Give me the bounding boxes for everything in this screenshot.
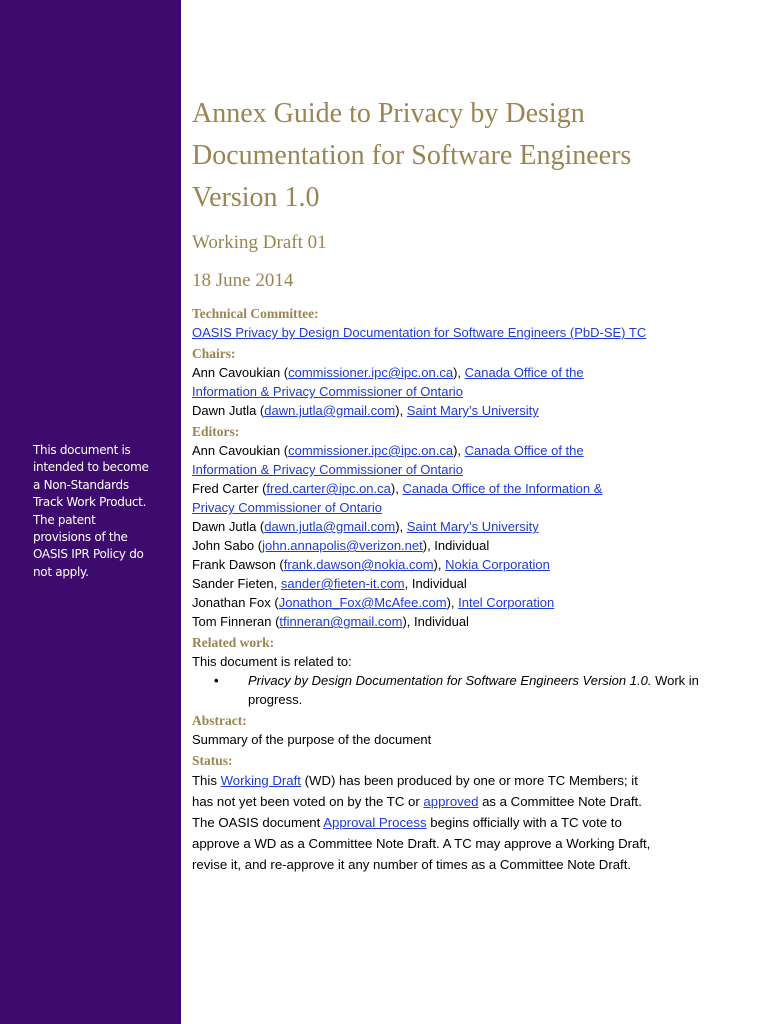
document-title: Annex Guide to Privacy by Design Documentation for Software Engineers Version 1.0 bbox=[192, 98, 632, 213]
editors-heading: Editors: bbox=[192, 424, 240, 439]
editor-row bbox=[192, 593, 752, 612]
related-work-intro: This document is related to: bbox=[192, 654, 352, 669]
technical-committee-heading: Technical Committee: bbox=[192, 306, 319, 321]
sidebar bbox=[0, 0, 181, 1024]
editor-org-link[interactable]: Canada Office of the bbox=[464, 443, 584, 458]
separator: ), bbox=[433, 557, 446, 572]
editor-name: Sander Fieten, bbox=[192, 576, 281, 591]
technical-committee-link[interactable]: OASIS Privacy by Design Documentation for Software Engineers (PbD-SE) TC bbox=[192, 325, 647, 340]
editor-name: Tom Finneran ( bbox=[192, 614, 280, 629]
editor-email-link[interactable]: Jonathon_Fox@McAfee.com bbox=[278, 595, 447, 610]
chairs-heading: Chairs: bbox=[192, 346, 236, 361]
editor-row bbox=[192, 555, 752, 574]
editor-org-link[interactable]: Intel Corporation bbox=[458, 595, 555, 610]
editor-email-link[interactable]: frank.dawson@nokia.com bbox=[283, 557, 434, 572]
editor-name: Fred Carter ( bbox=[192, 481, 267, 496]
status-paragraph bbox=[192, 770, 652, 875]
chair-org-link-cont[interactable]: Information & Privacy Commissioner of Ontario bbox=[192, 384, 463, 399]
separator: ), bbox=[395, 519, 407, 534]
status-text: as a Committee Note Draft. The OASIS document bbox=[192, 794, 642, 830]
abstract-text: Summary of the purpose of the document bbox=[192, 732, 432, 747]
editor-row bbox=[192, 441, 752, 460]
approval-process-link[interactable]: Approval Process bbox=[323, 815, 427, 830]
editor-row bbox=[192, 517, 752, 536]
related-work-note: Work in progress. bbox=[248, 673, 699, 707]
related-work-item bbox=[192, 671, 752, 709]
chair-org-link[interactable]: Saint Mary’s University bbox=[406, 403, 539, 418]
chair-name: Dawn Jutla ( bbox=[192, 403, 265, 418]
editor-email-link[interactable]: john.annapolis@verizon.net bbox=[262, 538, 423, 553]
working-draft-link[interactable]: Working Draft bbox=[220, 773, 301, 788]
working-draft-label: Working Draft 01 bbox=[192, 232, 327, 253]
editor-name: John Sabo ( bbox=[192, 538, 263, 553]
separator: ), bbox=[446, 595, 459, 610]
editor-name: Dawn Jutla ( bbox=[192, 519, 265, 534]
separator: ), bbox=[390, 481, 403, 496]
editor-row bbox=[192, 612, 752, 631]
editor-email-link[interactable]: sander@fieten-it.com bbox=[280, 576, 405, 591]
related-work-title: Privacy by Design Documentation for Software Engineers Version 1.0. bbox=[248, 673, 652, 688]
approved-link[interactable]: approved bbox=[423, 794, 479, 809]
editor-org-link[interactable]: Saint Mary’s University bbox=[406, 519, 539, 534]
chair-org-link[interactable]: Canada Office of the bbox=[464, 365, 584, 380]
chair-row bbox=[192, 363, 752, 382]
chair-row bbox=[192, 401, 752, 420]
editor-org-link-cont[interactable]: Information & Privacy Commissioner of Ontario bbox=[192, 462, 463, 477]
editor-name: Ann Cavoukian ( bbox=[192, 443, 289, 458]
editor-org-link[interactable]: Canada Office of the Information & bbox=[402, 481, 603, 496]
editor-email-link[interactable]: commissioner.ipc@ipc.on.ca bbox=[288, 443, 454, 458]
editor-row bbox=[192, 574, 752, 593]
status-text: This bbox=[192, 773, 221, 788]
related-work-heading: Related work: bbox=[192, 635, 275, 650]
editor-affiliation: ), Individual bbox=[402, 614, 469, 629]
chair-name: Ann Cavoukian ( bbox=[192, 365, 289, 380]
bullet-icon: • bbox=[214, 673, 219, 688]
editor-affiliation: , Individual bbox=[404, 576, 467, 591]
separator: ), bbox=[453, 443, 465, 458]
separator: ), bbox=[453, 365, 465, 380]
separator: ), bbox=[395, 403, 407, 418]
status-text: begins officially with a TC vote to approve a WD as a Committee Note Draft. A TC may approve a Working Draft, revise it, and re-approve it any number of times as a Committee Note Draft. bbox=[192, 815, 651, 872]
sidebar-note: This document is intended to become a Non-Standards Track Work Product. The patent provisions of the OASIS IPR Policy do not apply. bbox=[33, 443, 149, 579]
editor-org-link[interactable]: Nokia Corporation bbox=[445, 557, 550, 572]
status-text: (WD) has been produced by one or more TC Members; it has not yet been voted on by the TC or bbox=[192, 773, 638, 809]
document-body bbox=[192, 304, 752, 875]
editor-name: Jonathan Fox ( bbox=[192, 595, 279, 610]
editor-row bbox=[192, 479, 752, 498]
editor-affiliation: ), Individual bbox=[422, 538, 490, 553]
chair-email-link[interactable]: dawn.jutla@gmail.com bbox=[264, 403, 396, 418]
editor-email-link[interactable]: fred.carter@ipc.on.ca bbox=[266, 481, 391, 496]
editor-name: Frank Dawson ( bbox=[192, 557, 284, 572]
document-date: 18 June 2014 bbox=[192, 270, 294, 291]
chair-email-link[interactable]: commissioner.ipc@ipc.on.ca bbox=[288, 365, 454, 380]
editor-email-link[interactable]: tfinneran@gmail.com bbox=[279, 614, 403, 629]
editor-org-link-cont[interactable]: Privacy Commissioner of Ontario bbox=[192, 500, 382, 515]
editor-row bbox=[192, 536, 752, 555]
abstract-heading: Abstract: bbox=[192, 713, 247, 728]
status-heading: Status: bbox=[192, 753, 233, 768]
editor-email-link[interactable]: dawn.jutla@gmail.com bbox=[264, 519, 396, 534]
